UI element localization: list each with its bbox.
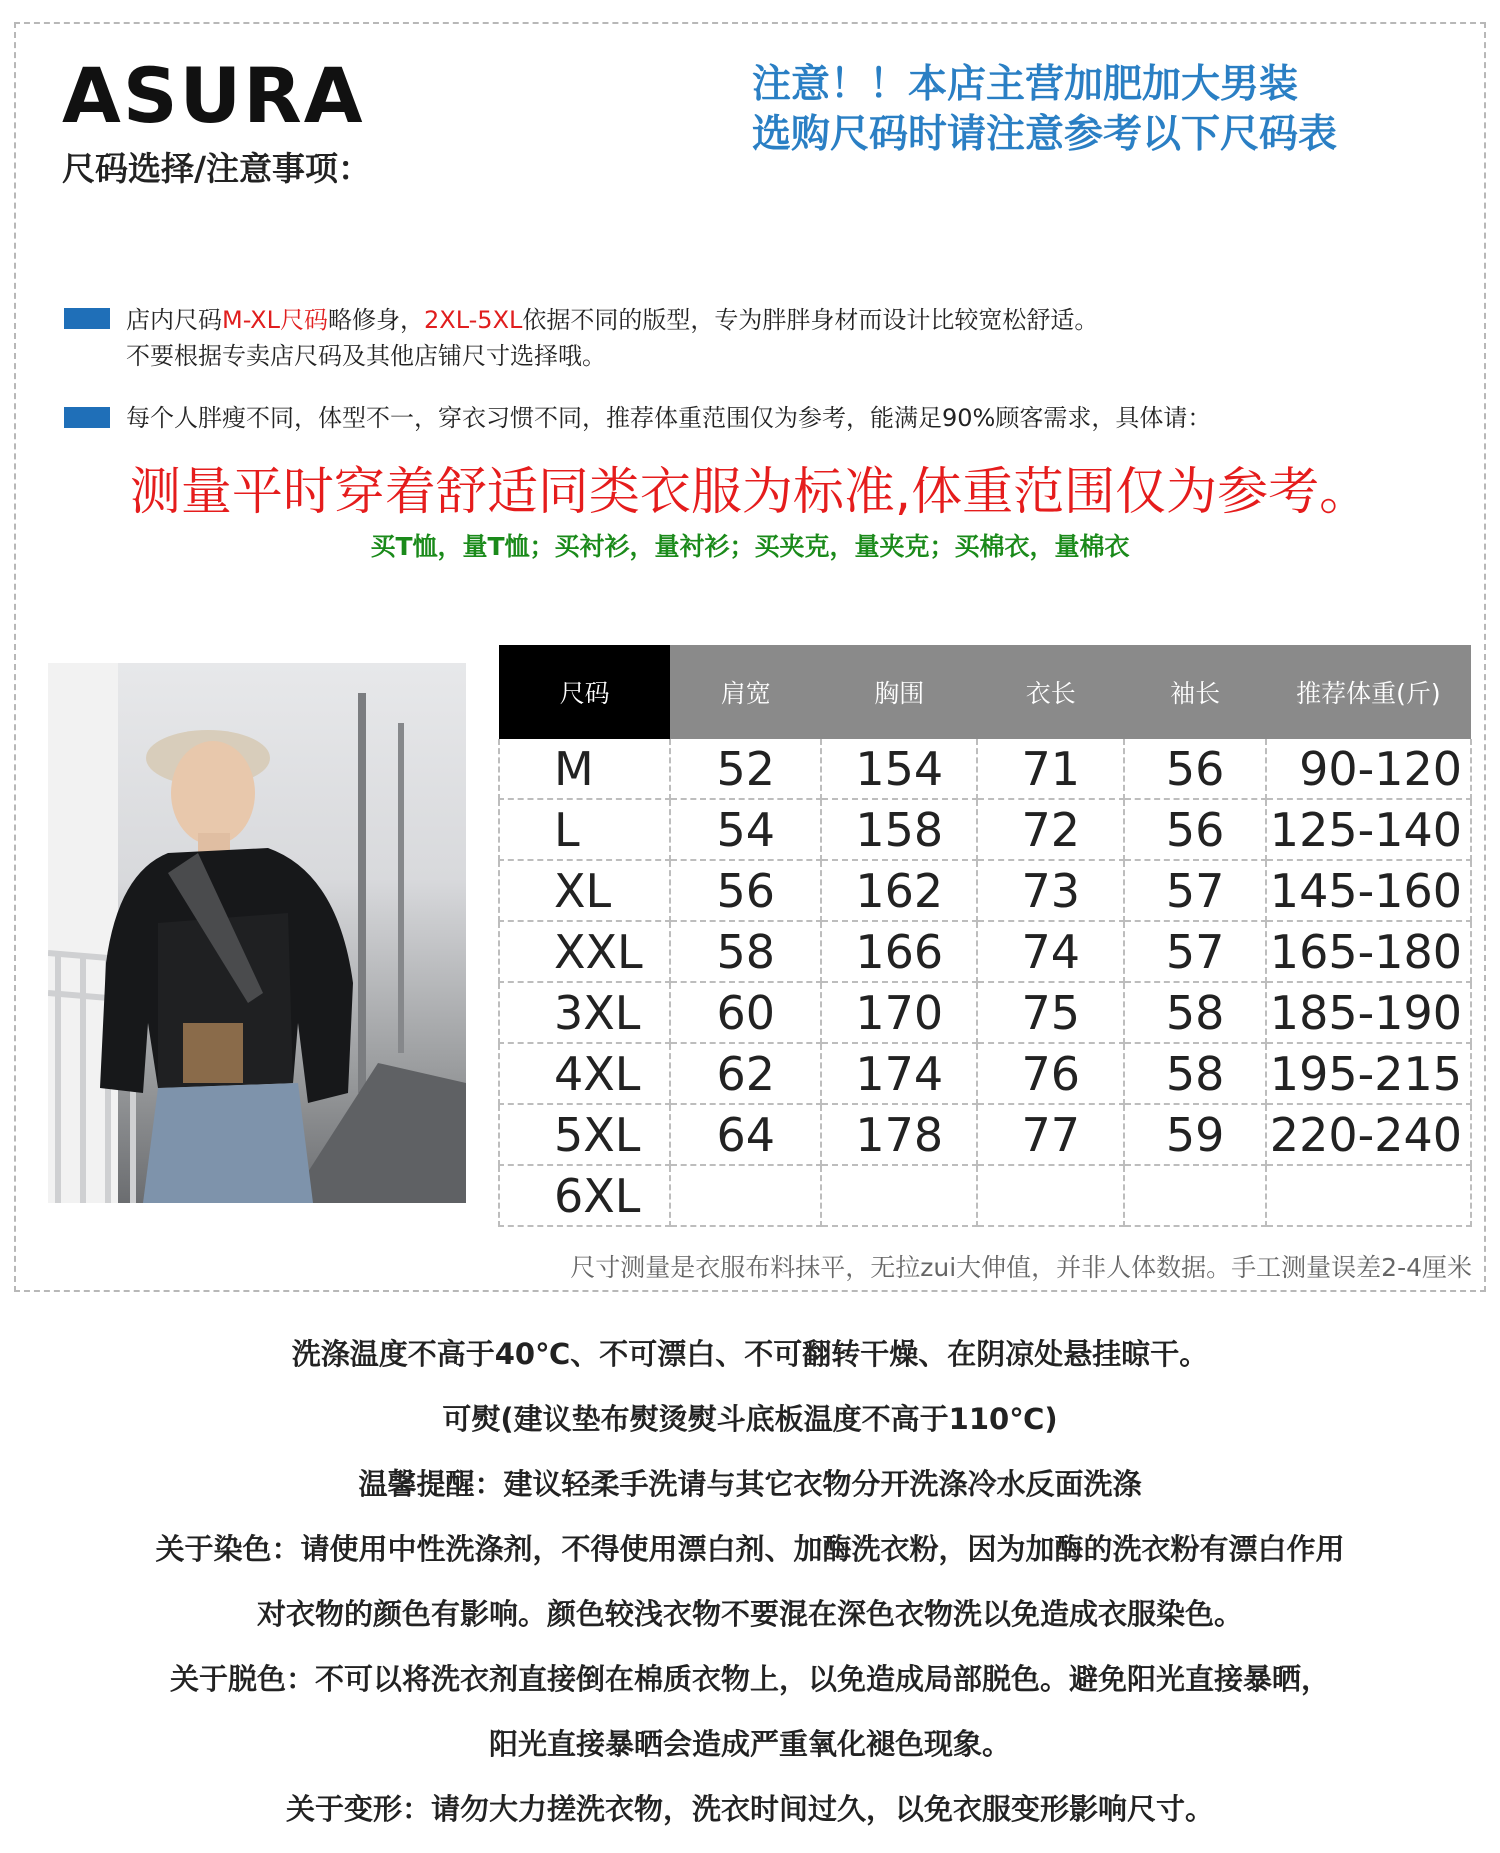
care-line: 洗涤温度不高于40℃、不可漂白、不可翻转干燥、在阴凉处悬挂晾干。: [291, 1337, 1209, 1371]
cell-shoulder: 58: [670, 921, 821, 982]
care-line: 关于脱色：不可以将洗衣剂直接倒在棉质衣物上，以免造成局部脱色。避免阳光直接暴晒，: [169, 1662, 1330, 1696]
cell-weight: 125-140: [1266, 799, 1471, 860]
cell-length: 73: [977, 860, 1124, 921]
notice-line-2: 选购尺码时请注意参考以下尺码表: [752, 112, 1338, 157]
cell-sleeve: 56: [1124, 739, 1265, 799]
cell-chest: 178: [821, 1104, 977, 1165]
measure-rule: 买T恤，量T恤；买衬衫，量衬衫；买夹克，量夹克；买棉衣，量棉衣: [370, 532, 1130, 561]
cell-shoulder: 54: [670, 799, 821, 860]
table-header-row: [499, 645, 1471, 739]
measure-highlight: 测量平时穿着舒适同类衣服为标准,体重范围仅为参考。: [129, 463, 1371, 522]
tip-text: 略修身，: [327, 306, 424, 334]
table-row: [499, 1165, 1471, 1226]
cell-size: XXL: [499, 921, 670, 982]
header-weight: 推荐体重(斤): [1266, 645, 1471, 739]
cell-chest: 158: [821, 799, 977, 860]
cell-sleeve: 58: [1124, 982, 1265, 1043]
header-size: 尺码: [499, 645, 670, 739]
cell-weight: 145-160: [1266, 860, 1471, 921]
bullet-square-icon: [64, 308, 110, 329]
care-line: 可熨(建议垫布熨烫熨斗底板温度不高于110℃): [442, 1402, 1058, 1436]
page-subtitle: 尺码选择/注意事项：: [62, 149, 372, 188]
cell-size: 5XL: [499, 1104, 670, 1165]
header-sleeve: 袖长: [1124, 645, 1265, 739]
tip-text: 依据不同的版型，专为胖胖身材而设计比较宽松舒适。: [522, 306, 1099, 334]
cell-length: 75: [977, 982, 1124, 1043]
cell-size: M: [499, 739, 670, 799]
model-photo: [48, 663, 466, 1203]
cell-chest: [821, 1165, 977, 1226]
cell-chest: 154: [821, 739, 977, 799]
cell-chest: 174: [821, 1043, 977, 1104]
cell-sleeve: 58: [1124, 1043, 1265, 1104]
cell-shoulder: 60: [670, 982, 821, 1043]
cell-sleeve: 57: [1124, 921, 1265, 982]
table-row: [499, 982, 1471, 1043]
cell-length: 71: [977, 739, 1124, 799]
tip-size-range-loose: 2XL-5XL: [423, 306, 523, 334]
care-line: 温馨提醒：建议轻柔手洗请与其它衣物分开洗涤冷水反面洗涤: [358, 1467, 1142, 1501]
table-row: [499, 921, 1471, 982]
cell-sleeve: 57: [1124, 860, 1265, 921]
table-row: [499, 1104, 1471, 1165]
tip-paragraph-2: 每个人胖瘦不同，体型不一，穿衣习惯不同，推荐体重范围仅为参考，能满足90%顾客需求，具体请：: [126, 404, 1212, 432]
size-chart-table: [498, 645, 1472, 1227]
cell-size: 4XL: [499, 1043, 670, 1104]
cell-length: 77: [977, 1104, 1124, 1165]
measurement-footnote: 尺寸测量是衣服布料抹平，无拉zui大伸值，并非人体数据。手工测量误差2-4厘米: [570, 1253, 1472, 1282]
model-illustration: [48, 663, 466, 1203]
header-chest: 胸围: [821, 645, 977, 739]
cell-weight: 195-215: [1266, 1043, 1471, 1104]
notice-block: [752, 60, 1452, 160]
care-instructions: [0, 1322, 1500, 1842]
cell-length: [977, 1165, 1124, 1226]
care-line: 关于染色：请使用中性洗涤剂，不得使用漂白剂、加酶洗衣粉，因为加酶的洗衣粉有漂白作用: [155, 1532, 1345, 1566]
table-row: [499, 1043, 1471, 1104]
cell-size: 3XL: [499, 982, 670, 1043]
tip-text: 店内尺码: [126, 306, 222, 334]
cell-sleeve: 56: [1124, 799, 1265, 860]
care-line: 阳光直接暴晒会造成严重氧化褪色现象。: [488, 1727, 1011, 1761]
cell-size: XL: [499, 860, 670, 921]
cell-shoulder: 64: [670, 1104, 821, 1165]
table-row: [499, 860, 1471, 921]
cell-weight: 165-180: [1266, 921, 1471, 982]
cell-sleeve: [1124, 1165, 1265, 1226]
cell-shoulder: 62: [670, 1043, 821, 1104]
tip-size-range-fit: M-XL尺码: [222, 306, 328, 334]
cell-weight: 220-240: [1266, 1104, 1471, 1165]
header-shoulder: 肩宽: [670, 645, 821, 739]
brand-logo: ASURA: [62, 51, 365, 140]
table-row: [499, 739, 1471, 799]
notice-line-1: 注意！！本店主营加肥加大男装: [752, 62, 1299, 107]
cell-weight: [1266, 1165, 1471, 1226]
cell-sleeve: 59: [1124, 1104, 1265, 1165]
care-line: 对衣物的颜色有影响。颜色较浅衣物不要混在深色衣物洗以免造成衣服染色。: [256, 1597, 1243, 1631]
cell-chest: 162: [821, 860, 977, 921]
tip-paragraph-1-line-2: 不要根据专卖店尺码及其他店铺尺寸选择哦。: [126, 342, 606, 370]
cell-shoulder: 56: [670, 860, 821, 921]
header-length: 衣长: [977, 645, 1124, 739]
cell-shoulder: [670, 1165, 821, 1226]
cell-length: 74: [977, 921, 1124, 982]
cell-chest: 166: [821, 921, 977, 982]
cell-length: 76: [977, 1043, 1124, 1104]
table-row: [499, 799, 1471, 860]
cell-length: 72: [977, 799, 1124, 860]
bullet-square-icon: [64, 407, 110, 428]
cell-size: 6XL: [499, 1165, 670, 1226]
cell-weight: 90-120: [1266, 739, 1471, 799]
cell-chest: 170: [821, 982, 977, 1043]
care-line: 关于变形：请勿大力搓洗衣物，洗衣时间过久，以免衣服变形影响尺寸。: [285, 1792, 1214, 1826]
tip-paragraph-1: [126, 302, 1098, 338]
cell-shoulder: 52: [670, 739, 821, 799]
cell-size: L: [499, 799, 670, 860]
cell-weight: 185-190: [1266, 982, 1471, 1043]
